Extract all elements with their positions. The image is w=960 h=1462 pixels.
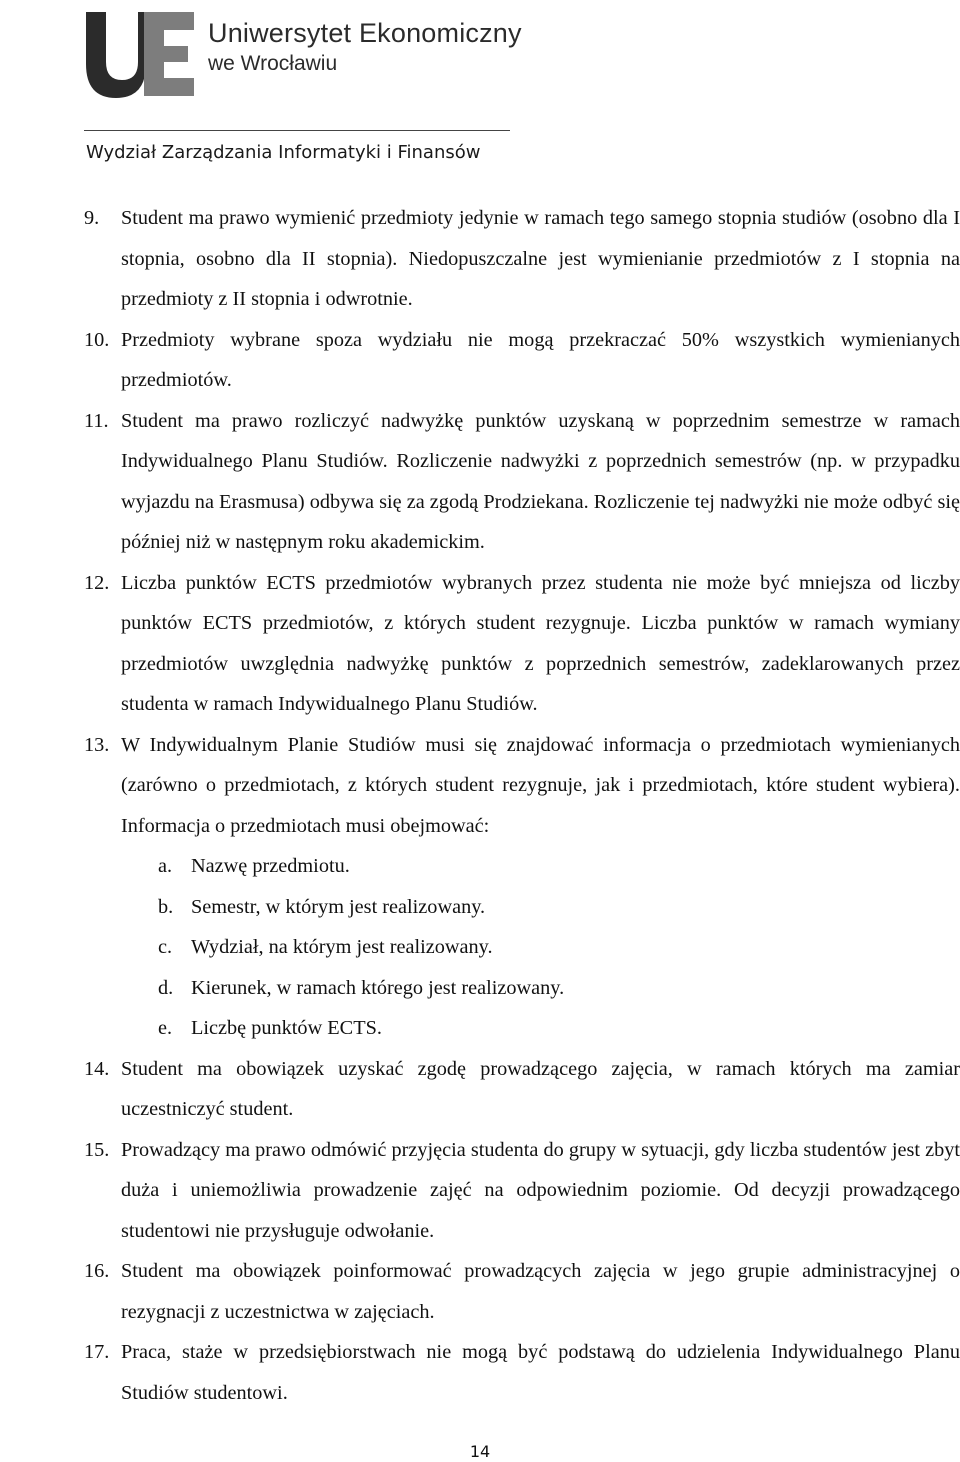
item-number: 11.	[84, 409, 109, 432]
item-text: Prowadzący ma prawo odmówić przyjęcia studenta do grupy w sytuacji, gdy liczba studentów jest zbyt duża i uniemożliwia prowadzenie zajęć na odpowiednim poziomie. Od decyzji prowadzącego studentowi nie przysługuje odwołanie.	[121, 1138, 960, 1242]
list-item	[84, 401, 960, 563]
item-number: 15.	[84, 1138, 110, 1161]
list-item	[84, 198, 960, 320]
item-text: Student ma obowiązek poinformować prowadzących zajęcia w jego grupie administracyjnej o rezygnacji z uczestnictwa w zajęciach.	[121, 1260, 960, 1323]
university-city: we Wrocławiu	[208, 52, 338, 75]
sub-list-item	[84, 1008, 960, 1049]
sub-item-letter: b.	[158, 895, 174, 918]
sub-item-text: Liczbę punktów ECTS.	[191, 1017, 382, 1039]
item-number: 12.	[84, 571, 110, 594]
item-text: Student ma obowiązek uzyskać zgodę prowadzącego zajęcia, w ramach których ma zamiar uczestniczyć student.	[121, 1057, 960, 1120]
ue-logo-icon	[84, 8, 196, 100]
list-item	[84, 1251, 960, 1332]
item-number: 16.	[84, 1260, 110, 1282]
sub-item-letter: a.	[158, 855, 173, 877]
item-text: W Indywidualnym Planie Studiów musi się znajdować informacja o przedmiotach wymienianych (zarówno o przedmiotach, z których student rezygnuje, jak i przedmiotach, które student wybiera). Informacja o przedmiotach musi obejmować:	[121, 733, 960, 837]
list-item	[84, 1332, 960, 1413]
item-number: 13.	[84, 733, 110, 756]
list-item	[84, 1130, 960, 1252]
item-text: Liczba punktów ECTS przedmiotów wybranych przez studenta nie może być mniejsza od liczby punktów ECTS przedmiotów, z których student rezygnuje. Liczba punktów w ramach wymiany przedmiotów uwzględnia nadwyżkę punktów z poprzednich semestrów, zadeklarowanych przez studenta w ramach Indywidualnego Planu Studiów.	[121, 571, 960, 715]
sub-list-item	[84, 887, 960, 928]
item-number: 10.	[84, 328, 110, 351]
sub-item-text: Semestr, w którym jest realizowany.	[191, 895, 486, 918]
faculty-name: Wydział Zarządzania Informatyki i Finansów	[86, 142, 481, 163]
item-text: Student ma prawo wymienić przedmioty jedynie w ramach tego samego stopnia studiów (osobno dla I stopnia, osobno dla II stopnia). Niedopuszczalne jest wymienianie przedmiotów z I stopnia na przedmioty z II stopnia i odwrotnie.	[121, 207, 960, 310]
list-item	[84, 563, 960, 725]
sub-item-letter: e.	[158, 1017, 173, 1039]
university-logo	[84, 8, 524, 100]
sub-item-letter: d.	[158, 976, 174, 999]
sub-list-item	[84, 846, 960, 887]
sub-item-letter: c.	[158, 936, 173, 958]
sub-list-item	[84, 927, 960, 968]
item-text: Praca, staże w przedsiębiorstwach nie mogą być podstawą do udzielenia Indywidualnego Planu Studiów studentowi.	[121, 1341, 960, 1404]
list-item	[84, 1049, 960, 1130]
item-number: 17.	[84, 1341, 110, 1363]
item-text: Przedmioty wybrane spoza wydziału nie mogą przekraczać 50% wszystkich wymienianych przedmiotów.	[121, 328, 960, 391]
item-number: 14.	[84, 1057, 110, 1080]
page-number: 14	[469, 1442, 491, 1461]
sub-item-text: Kierunek, w ramach którego jest realizowany.	[191, 976, 565, 999]
list-item	[84, 725, 960, 847]
sub-item-text: Nazwę przedmiotu.	[191, 855, 350, 877]
sub-list-item	[84, 968, 960, 1009]
sub-item-text: Wydział, na którym jest realizowany.	[191, 936, 493, 958]
item-text: Student ma prawo rozliczyć nadwyżkę punktów uzyskaną w poprzednim semestrze w ramach Indywidualnego Planu Studiów. Rozliczenie nadwyżki z poprzednich semestrów (np. w przypadku wyjazdu na Erasmusa) odbywa się za zgodą Prodziekana. Rozliczenie tej nadwyżki nie może odbyć się później niż w następnym roku akademickim.	[121, 409, 960, 553]
regulation-list	[84, 198, 960, 1413]
item-number: 9.	[84, 207, 100, 229]
list-item	[84, 320, 960, 401]
university-name: Uniwersytet Ekonomiczny	[208, 18, 522, 48]
header-divider	[84, 130, 510, 131]
